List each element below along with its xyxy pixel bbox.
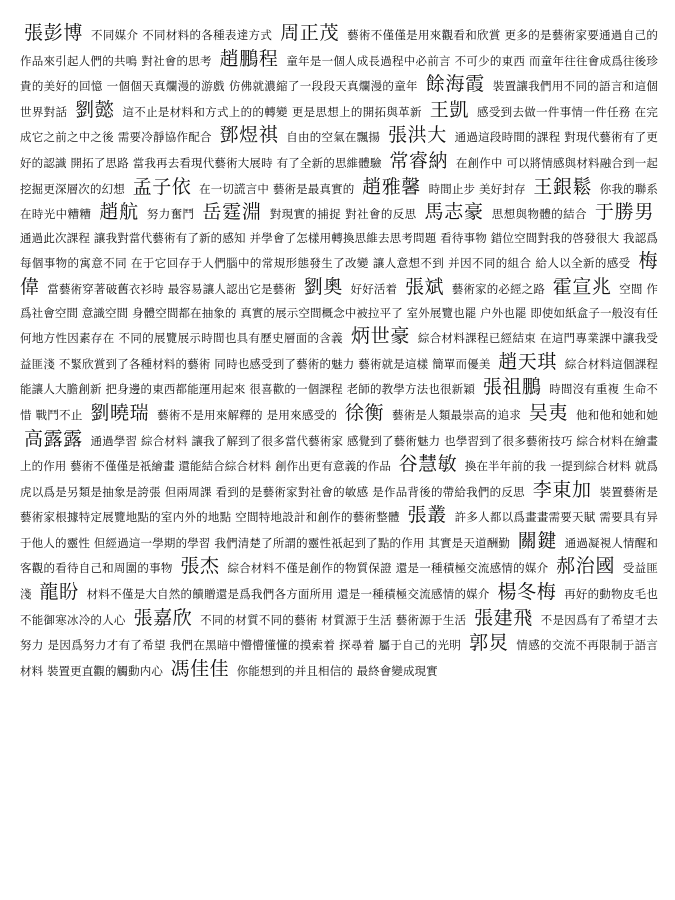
statement-text: 綜合材料這個課程能讓人大膽創新 把身邊的東西都能運用起來 很喜歡的一個課程 老師的教學方法也很新穎	[20, 356, 658, 397]
student-name: 常睿納	[389, 149, 449, 172]
statement-text-block	[20, 22, 658, 878]
student-name: 劉曉瑞	[90, 401, 150, 424]
statement-text: 換在半年前的我 一提到綜合材料 就爲虎以爲是另類是抽象是誇張 但兩周課 看到的是藝術家對社會的敏感 是作品背後的帶給我們的反思	[20, 459, 658, 499]
statement-text: 材料不僅是大自然的饋贈還是爲我們各方面所用 還是一種積極交流感情的媒介	[86, 587, 490, 602]
student-name: 于勝男	[594, 201, 654, 224]
statement-text: 不同媒介 不同材料的各種表達方式	[91, 28, 273, 42]
statement-text: 他和他和她和她	[575, 407, 658, 422]
statement-text: 綜合材料不僅是創作的物質保證 還是一種積極交流感情的媒介	[227, 561, 549, 576]
statement-text: 藝術不僅僅是用來觀看和欣賞 更多的是藝術家要通過自己的作品來引起人們的共鳴 對社會的思考	[20, 28, 658, 68]
student-name: 孟子依	[132, 175, 192, 198]
student-name: 趙天琪	[498, 350, 557, 373]
statement-text: 情感的交流不再限制于語言 材料 裝置更直觀的觸動内心	[20, 638, 658, 678]
statement-text: 裝置讓我們用不同的語言和這個世界對話	[20, 79, 658, 119]
statement-text: 裝置藝術是藝術家根據特定展覽地點的室内外的地點 空間特地設計和創作的藝術整體	[20, 484, 658, 525]
student-name: 霍宣兆	[552, 275, 612, 298]
student-name: 郭炅	[469, 632, 509, 655]
student-name: 張祖鵬	[482, 376, 542, 399]
student-name: 劉懿	[75, 98, 115, 121]
statement-text: 思想與物體的結合	[491, 207, 587, 222]
student-name: 趙鵬程	[219, 47, 279, 70]
statement-text: 空間 作爲社會空間 意識空間 身體空間都在抽象的 真實的展示空間概念中被拉平了 室外展覽也罷 户外也罷 即使如紙盒子一般沒有任何地方性因素存在 不同的展覽展示時間也具有歷史層面的含義	[20, 281, 658, 346]
student-name: 趙雅馨	[362, 175, 421, 198]
student-name: 龍盼	[39, 581, 79, 604]
student-name: 李東加	[532, 478, 592, 501]
statement-text: 藝術家的必經之路	[451, 281, 546, 296]
statement-text: 在一切謊言中 藝術是最真實的	[199, 181, 355, 196]
statement-text: 藝術是人類最崇高的追求	[391, 407, 522, 422]
statement-text: 通過凝視人情醒和客觀的看待自己和周圍的事物	[20, 535, 658, 576]
statement-text: 努力奮鬥	[146, 207, 195, 222]
statement-text: 好好活着	[350, 281, 398, 296]
statement-text: 對現實的捕捉 對社會的反思	[269, 207, 417, 222]
student-name: 張嘉欣	[133, 606, 193, 629]
student-name: 谷慧敏	[398, 453, 458, 476]
student-name: 馮佳佳	[170, 657, 230, 680]
student-name: 高露露	[24, 427, 83, 450]
student-name: 周正茂	[280, 22, 340, 44]
student-name: 劉奧	[303, 275, 343, 298]
statement-text: 通過這段時間的課程 對現代藝術有了更好的認識 開拓了思路 當我再去看現代藝術大展時 有了全新的思維體驗	[20, 130, 658, 170]
statement-text: 感受到去做一件事情一件任務 在完成它之前之中之後 需要冷靜協作配合	[20, 104, 658, 145]
statement-text: 通過此次課程 讓我對當代藝術有了新的感知 并學會了怎樣用轉換思維去思考問題 看待事物 錯位空間對我的啓發很大 我認爲 每個事物的寓意不同 在于它回存于人們腦中的常規形態發生了改變 讓人意想不到 并因不同的組合 給人以全新的感受	[20, 230, 658, 271]
statement-text: 許多人都以爲畫畫需要天賦 需要具有异于他人的靈性 但經過這一學期的學習 我們清楚了所謂的靈性祇起到了點的作用 其實是天道酬勤	[20, 510, 658, 550]
student-name: 馬志豪	[424, 201, 484, 224]
student-name: 餘海霞	[425, 73, 485, 96]
student-name: 關鍵	[517, 529, 557, 552]
student-name: 張彭博	[24, 22, 84, 44]
statement-text: 再好的動物皮毛也不能御寒冰冷的人心	[20, 587, 658, 627]
student-name: 鄧煜祺	[219, 124, 279, 147]
statement-text: 綜合材料課程已經結束 在這門專業課中讓我受益匪淺 不緊欣賞到了各種材料的藝術 同時也感受到了藝術的魅力 藝術就是這樣 簡單而優美	[20, 331, 658, 371]
student-name: 徐衡	[344, 401, 385, 424]
statement-text: 在創作中 可以將情感與材料融合到一起 挖掘更深層次的幻想	[20, 155, 658, 196]
statement-text: 不同的材質不同的藝術 材質源于生活 藝術源于生活	[200, 612, 467, 627]
student-name: 王銀鬆	[533, 175, 593, 198]
student-name: 張洪大	[387, 124, 447, 147]
statement-text: 時間沒有重複 生命不惜 戰鬥不止	[20, 382, 658, 422]
statement-text: 自由的空氣在飄揚	[286, 130, 381, 145]
student-name: 王凱	[429, 98, 470, 121]
student-name: 炳世豪	[350, 325, 411, 348]
student-name: 吴夷	[528, 401, 569, 424]
student-name: 楊冬梅	[497, 581, 557, 604]
statement-text: 當藝術穿著破舊衣衫時 最容易讓人認出它是藝術	[47, 281, 296, 296]
student-name: 梅偉	[20, 250, 658, 298]
student-name: 郝治國	[556, 555, 616, 578]
statement-text: 你能想到的并且相信的 最終會變成現實	[236, 663, 438, 678]
statement-text: 受益匪淺	[20, 561, 658, 602]
student-name: 張斌	[404, 275, 445, 298]
statement-text: 這不止是材料和方式上的的轉變 更是思想上的開拓與革新	[122, 104, 422, 119]
student-name: 趙航	[99, 201, 139, 224]
statement-text: 你我的聯系在時光中糟糟	[20, 181, 658, 222]
statement-text: 藝術不是用來解釋的 是用來感受的	[157, 407, 338, 422]
student-name: 張建飛	[474, 606, 533, 629]
statement-text: 通過學習 綜合材料 讓我了解到了很多當代藝術家 感覺到了藝術魅力 也學習到了很多藝術技巧 綜合材料在繪畫上的作用 藝術不僅僅是祇繪畫 還能結合綜合材料 創作出更有意義的作品	[20, 433, 658, 474]
statement-text: 不是因爲有了希望才去努力 是因爲努力才有了希望 我們在黑暗中懵懵懂懂的摸索着 探尋着 屬于自己的光明	[20, 612, 658, 653]
statement-text: 童年是一個人成長過程中必前言 不可少的東西 而童年往往會成爲往後珍貴的美好的回憶 一個個天真爛漫的游戲 仿佛就濃縮了一段段天真爛漫的童年	[20, 53, 658, 94]
student-name: 張杰	[180, 555, 220, 578]
student-name: 張叢	[407, 504, 447, 527]
student-name: 岳霆淵	[202, 201, 262, 224]
statement-text: 時間止步 美好封存	[428, 181, 526, 196]
